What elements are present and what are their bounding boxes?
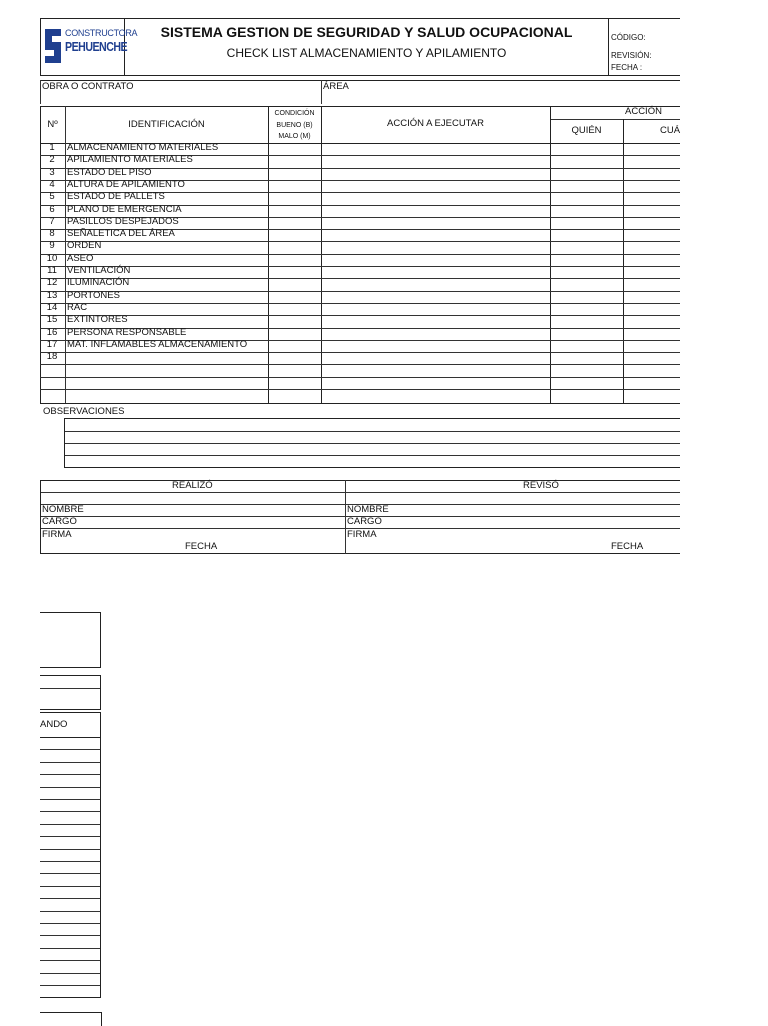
row-quien-cell[interactable]	[551, 217, 623, 229]
row-identificacion: EXTINTORES	[67, 314, 128, 326]
row-quien-cell[interactable]	[551, 143, 623, 155]
company-logo	[40, 18, 138, 76]
row-accion-cell[interactable]	[322, 155, 550, 167]
row-number: 12	[46, 277, 58, 289]
row-condicion-cell[interactable]	[269, 278, 321, 290]
realizo-header: REALIZÓ	[172, 480, 213, 491]
col-header-accion-ejecutar: ACCIÓN A EJECUTAR	[387, 118, 484, 129]
row-condicion-cell[interactable]	[269, 217, 321, 229]
row-cuando-cell[interactable]	[624, 205, 680, 217]
logo-mark-icon	[43, 27, 63, 65]
fragment-row-line	[40, 973, 100, 974]
area-label: ÁREA	[323, 81, 349, 92]
fragment-row-line	[40, 774, 100, 775]
col-header-condicion: CONDICIÓN	[274, 110, 315, 117]
fragment-row-line	[40, 898, 100, 899]
row-condicion-cell[interactable]	[269, 364, 321, 376]
row-identificacion: MAT. INFLAMABLES ALMACENAMIENTO	[67, 338, 248, 350]
fragment-row-line	[40, 960, 100, 961]
row-quien-cell[interactable]	[551, 155, 623, 167]
row-number: 17	[46, 338, 58, 350]
reviso-firma-label: FIRMA	[347, 529, 377, 540]
row-identificacion: ORDEN	[67, 240, 102, 252]
row-quien-cell[interactable]	[551, 168, 623, 180]
row-accion-cell[interactable]	[322, 205, 550, 217]
fragment-row-line	[40, 799, 100, 800]
fragment-row-line	[40, 824, 100, 825]
table-row	[40, 377, 680, 389]
fecha-label: FECHA :	[611, 63, 643, 72]
row-quien-cell[interactable]	[551, 266, 623, 278]
row-cuando-cell[interactable]	[624, 389, 680, 401]
col-header-accion-group: ACCIÓN	[625, 106, 662, 117]
fragment-row-line	[40, 935, 100, 936]
fragment-row-line	[40, 861, 100, 862]
row-quien-cell[interactable]	[551, 315, 623, 327]
table-row	[40, 229, 680, 241]
table-row	[40, 291, 680, 303]
row-condicion-cell[interactable]	[269, 352, 321, 364]
row-cuando-cell[interactable]	[624, 377, 680, 389]
row-quien-cell[interactable]	[551, 303, 623, 315]
row-quien-cell[interactable]	[551, 377, 623, 389]
row-condicion-cell[interactable]	[269, 303, 321, 315]
reviso-fecha-label: FECHA	[611, 541, 644, 552]
row-condicion-cell[interactable]	[269, 168, 321, 180]
observaciones-field[interactable]	[65, 419, 680, 467]
row-quien-cell[interactable]	[551, 389, 623, 401]
col-header-bueno: BUENO (B)	[276, 122, 313, 129]
row-number: 5	[49, 191, 55, 203]
row-number: 18	[46, 351, 58, 363]
row-condicion-cell[interactable]	[269, 155, 321, 167]
row-quien-cell[interactable]	[551, 180, 623, 192]
row-number: 10	[46, 252, 58, 264]
reviso-cargo-label: CARGO	[347, 516, 382, 527]
table-row	[40, 266, 680, 278]
row-cuando-cell[interactable]	[624, 352, 680, 364]
row-condicion-cell[interactable]	[269, 180, 321, 192]
row-quien-cell[interactable]	[551, 364, 623, 376]
row-condicion-cell[interactable]	[269, 377, 321, 389]
realizo-cargo-label: CARGO	[42, 516, 77, 527]
row-accion-cell[interactable]	[322, 229, 550, 241]
row-accion-cell[interactable]	[322, 377, 550, 389]
row-cuando-cell[interactable]	[624, 254, 680, 266]
row-identificacion: ESTADO DE PALLETS	[67, 191, 165, 203]
row-number: 8	[49, 228, 55, 240]
row-accion-cell[interactable]	[322, 217, 550, 229]
row-identificacion: ILUMINACIÓN	[67, 277, 130, 289]
row-number: 14	[46, 301, 58, 313]
col-header-number: Nº	[47, 119, 58, 130]
row-condicion-cell[interactable]	[269, 192, 321, 204]
row-condicion-cell[interactable]	[269, 266, 321, 278]
row-number: 1	[49, 142, 55, 153]
row-accion-cell[interactable]	[322, 180, 550, 192]
document-subtitle: CHECK LIST ALMACENAMIENTO Y APILAMIENTO	[226, 46, 507, 60]
row-quien-cell[interactable]	[551, 205, 623, 217]
row-condicion-cell[interactable]	[269, 340, 321, 352]
col-header-malo: MALO (M)	[278, 133, 311, 140]
row-accion-cell[interactable]	[322, 192, 550, 204]
row-identificacion: RAC	[67, 301, 88, 313]
row-number: 13	[46, 289, 58, 301]
row-cuando-cell[interactable]	[624, 168, 680, 180]
fragment-obra-box	[40, 675, 101, 710]
row-number: 7	[49, 215, 55, 227]
row-cuando-cell[interactable]	[624, 303, 680, 315]
row-accion-cell[interactable]	[322, 254, 550, 266]
row-identificacion: ALMACENAMIENTO MATERIALES	[67, 142, 219, 153]
row-identificacion: PASILLOS DESPEJADOS	[67, 215, 179, 227]
row-quien-cell[interactable]	[551, 229, 623, 241]
fragment-row-line	[40, 948, 100, 949]
row-number: 11	[47, 265, 57, 276]
row-identificacion: PLANO DE EMERGENCIA	[67, 203, 182, 215]
row-accion-cell[interactable]	[322, 340, 550, 352]
obra-contrato-label: OBRA O CONTRATO	[42, 81, 134, 92]
row-identificacion: ASEO	[67, 252, 94, 264]
row-cuando-cell[interactable]	[624, 241, 680, 253]
document-code-box	[608, 18, 680, 76]
observaciones-label: OBSERVACIONES	[43, 406, 125, 417]
row-cuando-cell[interactable]	[624, 217, 680, 229]
row-condicion-cell[interactable]	[269, 205, 321, 217]
row-condicion-cell[interactable]	[269, 229, 321, 241]
row-accion-cell[interactable]	[322, 328, 550, 340]
table-row	[40, 389, 680, 401]
col-header-identificacion: IDENTIFICACIÓN	[128, 119, 205, 130]
row-identificacion: PERSONA RESPONSABLE	[67, 326, 187, 338]
row-quien-cell[interactable]	[551, 254, 623, 266]
fragment-row-line	[40, 762, 100, 763]
fragment-header-box	[40, 612, 101, 668]
table-row	[40, 278, 680, 290]
row-condicion-cell[interactable]	[269, 241, 321, 253]
reviso-nombre-label: NOMBRE	[347, 504, 389, 515]
realizo-fecha-label: FECHA	[185, 541, 218, 552]
row-condicion-cell[interactable]	[269, 143, 321, 155]
table-row	[40, 340, 680, 352]
codigo-label: CÓDIGO:	[611, 33, 646, 42]
row-identificacion: VENTILACIÓN	[67, 265, 131, 276]
row-identificacion: ALTURA DE APILAMIENTO	[67, 178, 185, 190]
row-accion-cell[interactable]	[322, 278, 550, 290]
row-accion-cell[interactable]	[322, 352, 550, 364]
cuando-fragment-label: ANDO	[40, 719, 68, 730]
row-quien-cell[interactable]	[551, 192, 623, 204]
col-header-quien: QUIÉN	[571, 125, 602, 136]
row-cuando-cell[interactable]	[624, 180, 680, 192]
row-accion-cell[interactable]	[322, 315, 550, 327]
row-cuando-cell[interactable]	[624, 229, 680, 241]
row-condicion-cell[interactable]	[269, 291, 321, 303]
row-number: 3	[49, 166, 55, 178]
row-number: 9	[49, 240, 55, 252]
fragment-row-line	[40, 836, 100, 837]
row-number: 2	[49, 154, 55, 166]
row-cuando-cell[interactable]	[624, 364, 680, 376]
row-accion-cell[interactable]	[322, 389, 550, 401]
row-cuando-cell[interactable]	[624, 340, 680, 352]
row-condicion-cell[interactable]	[269, 389, 321, 401]
fragment-row-line	[40, 873, 100, 874]
logo-bottom-text: PEHUENCHE	[65, 40, 128, 54]
realizo-firma-label: FIRMA	[42, 529, 72, 540]
row-cuando-cell[interactable]	[624, 328, 680, 340]
row-quien-cell[interactable]	[551, 278, 623, 290]
row-cuando-cell[interactable]	[624, 155, 680, 167]
row-quien-cell[interactable]	[551, 328, 623, 340]
row-number: 16	[46, 326, 58, 338]
row-condicion-cell[interactable]	[269, 254, 321, 266]
row-cuando-cell[interactable]	[624, 291, 680, 303]
row-accion-cell[interactable]	[322, 291, 550, 303]
row-identificacion: PORTONES	[67, 289, 120, 301]
row-cuando-cell[interactable]	[624, 266, 680, 278]
row-accion-cell[interactable]	[322, 303, 550, 315]
table-row	[40, 303, 680, 315]
fragment-row-line	[40, 923, 100, 924]
col-header-cuando: CUÁ	[660, 125, 681, 136]
row-number: 15	[46, 314, 58, 326]
table-row	[40, 241, 680, 253]
table-row	[40, 364, 680, 376]
row-quien-cell[interactable]	[551, 340, 623, 352]
document-title: SISTEMA GESTION DE SEGURIDAD Y SALUD OCUPACIONAL	[160, 24, 573, 40]
fragment-row-line	[40, 811, 100, 812]
row-quien-cell[interactable]	[551, 291, 623, 303]
row-accion-cell[interactable]	[322, 143, 550, 155]
realizo-nombre-label: NOMBRE	[42, 504, 84, 515]
row-cuando-cell[interactable]	[624, 278, 680, 290]
row-cuando-cell[interactable]	[624, 192, 680, 204]
table-row	[40, 254, 680, 266]
fragment-row-line	[40, 787, 100, 788]
row-identificacion: APILAMIENTO MATERIALES	[67, 154, 193, 166]
row-number: 6	[49, 203, 55, 215]
fragment-row-line	[40, 985, 100, 986]
row-accion-cell[interactable]	[322, 266, 550, 278]
row-condicion-cell[interactable]	[269, 315, 321, 327]
row-quien-cell[interactable]	[551, 241, 623, 253]
row-condicion-cell[interactable]	[269, 328, 321, 340]
fragment-row-line	[40, 749, 100, 750]
row-accion-cell[interactable]	[322, 168, 550, 180]
fragment-row-line	[40, 886, 100, 887]
row-identificacion: ESTADO DEL PISO	[67, 166, 152, 178]
logo-top-text: CONSTRUCTORA	[65, 28, 138, 38]
row-cuando-cell[interactable]	[624, 143, 680, 155]
row-cuando-cell[interactable]	[624, 315, 680, 327]
table-row	[40, 352, 680, 364]
row-accion-cell[interactable]	[322, 241, 550, 253]
fragment-row-line	[40, 911, 100, 912]
revision-label: REVISIÓN:	[611, 51, 652, 60]
row-accion-cell[interactable]	[322, 364, 550, 376]
row-identificacion: SEÑALETICA DEL ÁREA	[67, 228, 175, 240]
row-number: 4	[49, 178, 55, 190]
fragment-row-line	[40, 849, 100, 850]
reviso-header: REVISÓ	[523, 480, 559, 491]
row-quien-cell[interactable]	[551, 352, 623, 364]
